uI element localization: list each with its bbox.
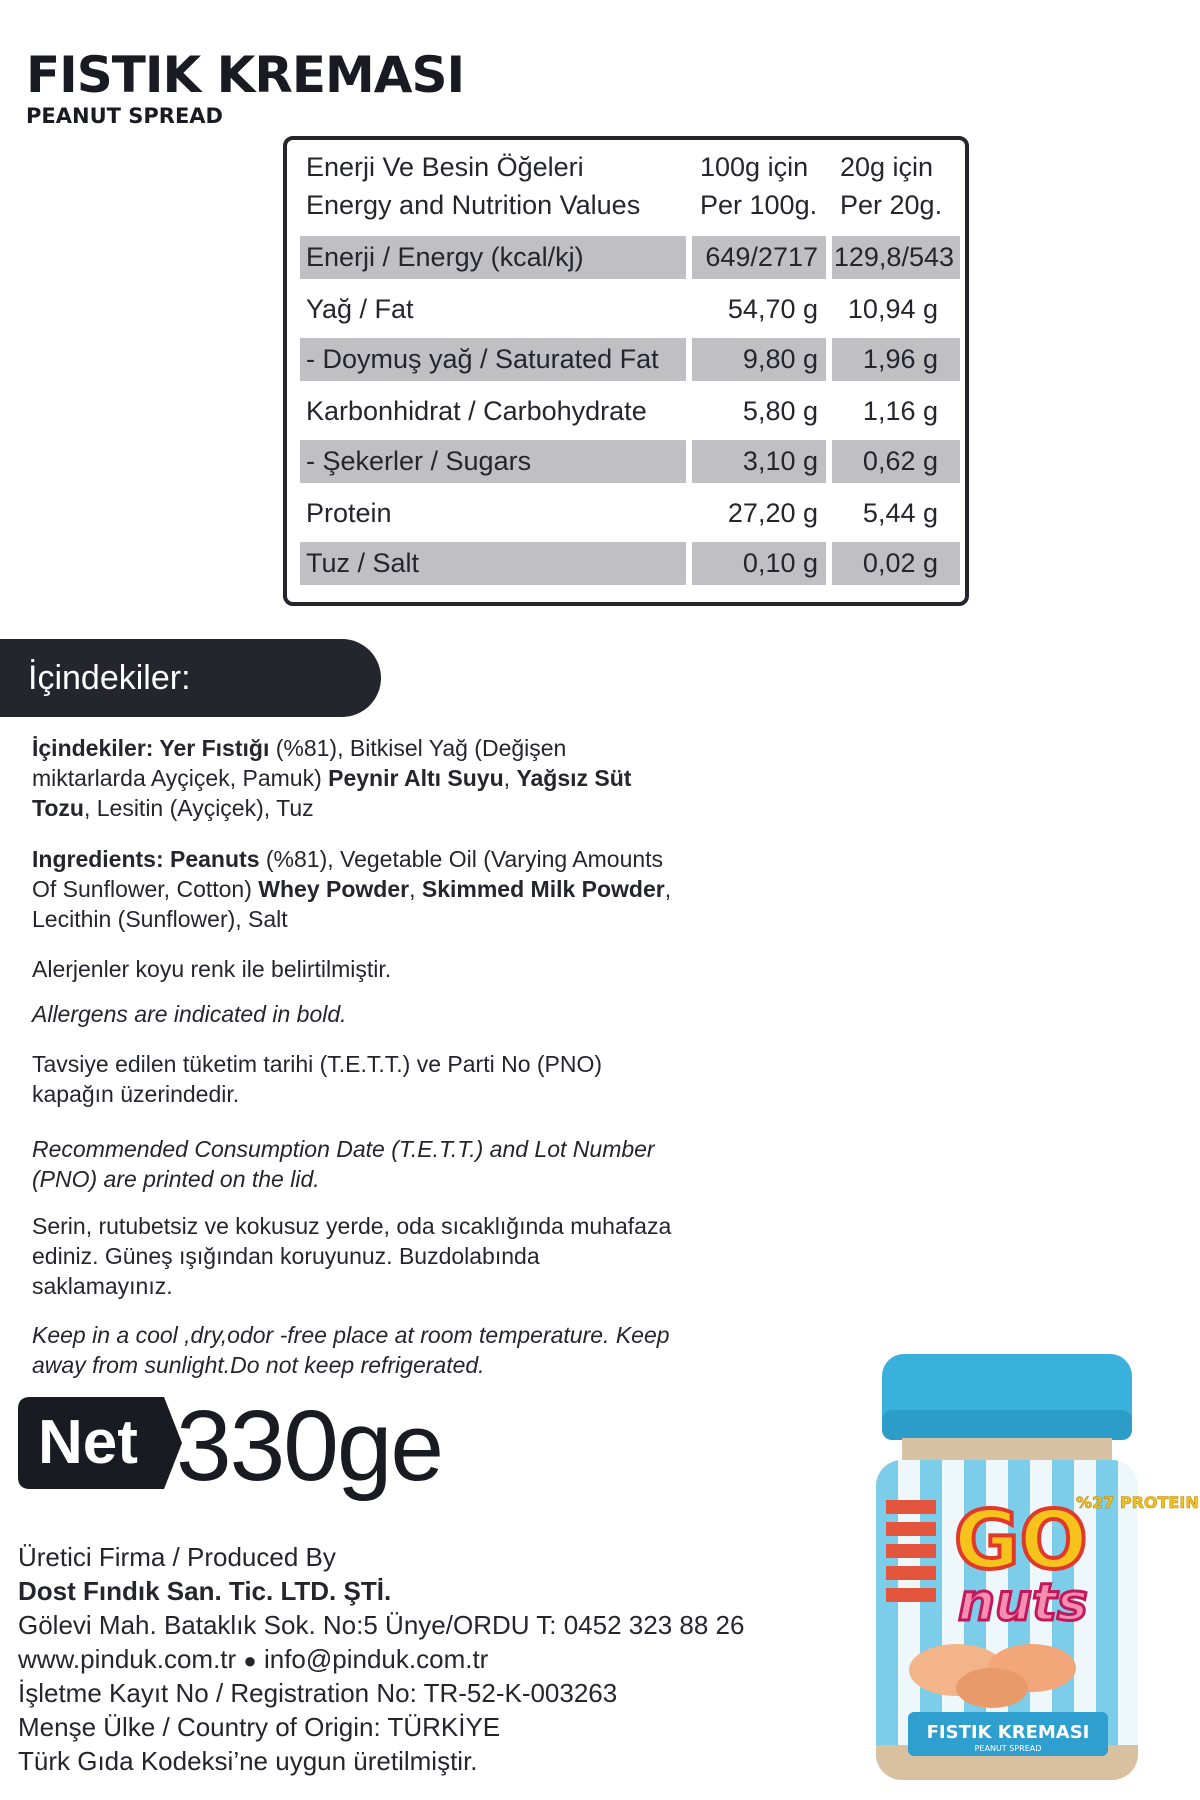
bullet-icon: ● (243, 1648, 257, 1673)
nutrition-row-energy (300, 236, 960, 279)
nutrition-row-protein (300, 492, 960, 535)
producer-contact (18, 1642, 758, 1678)
producer-address: Gölevi Mah. Bataklık Sok. No:5 Ünye/ORDU T: 0452 323 88 26 (18, 1610, 745, 1640)
date-note-en: Recommended Consumption Date (T.E.T.T.) and Lot Number (PNO) are printed on the lid. (32, 1136, 655, 1192)
ingredients-en-text-1: (%81), Vegetable Oil (Varying Amounts Of Sunflower, Cotton) (32, 846, 664, 902)
codex-compliance: Türk Gıda Kodeksi’ne uygun üretilmiştir. (18, 1746, 478, 1776)
value-per-100g: 54,70 g (727, 294, 818, 324)
col-20g-en: Per 20g. (840, 190, 943, 220)
value-per-20g: 1,16 g (862, 396, 938, 426)
ingredients-tr-text-1: (%81), Bitkisel Yağ (Değişen miktarlarda Ayçiçek, Pamuk) (32, 735, 567, 791)
storage-note-tr: Serin, rutubetsiz ve kokusuz yerde, oda sıcaklığında muhafaza ediniz. Güneş ışığından koruyunuz. Buzdolabında saklamayınız. (32, 1213, 672, 1299)
value-per-20g: 0,62 g (832, 440, 960, 483)
ingredients-en-bold-2: Whey Powder (258, 876, 410, 902)
product-jar-image (862, 1350, 1199, 1790)
nutrition-row-carbohydrate (300, 390, 960, 433)
jar-product-name: FISTIK KREMASI (926, 1722, 1090, 1743)
nutrition-row-sugars (300, 440, 960, 483)
ingredients-tr-bold-3: Yağsız Süt Tozu (32, 765, 632, 821)
nutrition-table (283, 136, 969, 606)
col-100g-en: Per 100g. (700, 190, 818, 220)
ingredients-en (32, 844, 672, 934)
col-20g-tr: 20g için (840, 152, 934, 182)
net-label: Net (38, 1408, 138, 1477)
nutrient-label: Tuz / Salt (300, 542, 686, 585)
net-weight-value (176, 1391, 442, 1503)
nutrient-label: Enerji / Energy (kcal/kj) (300, 236, 686, 279)
e-mark: e (390, 1394, 442, 1501)
nutrition-row-saturated-fat (300, 338, 960, 381)
ingredients-en-text-2: , (409, 876, 422, 902)
country-of-origin: Menşe Ülke / Country of Origin: TÜRKİYE (18, 1712, 501, 1742)
ingredients-tr-text-2: , (503, 765, 517, 791)
ingredients-banner: İçindekiler: (0, 639, 381, 717)
value-per-100g: 5,80 g (742, 396, 818, 426)
nutrient-label: Karbonhidrat / Carbohydrate (306, 396, 647, 426)
nutrition-row-fat (300, 288, 960, 331)
net-weight-block (16, 1390, 486, 1505)
website-link[interactable]: www.pinduk.com.tr (18, 1644, 237, 1674)
registration-number: İşletme Kayıt No / Registration No: TR-52-K-003263 (18, 1678, 618, 1708)
email-link[interactable]: info@pinduk.com.tr (263, 1644, 489, 1674)
value-per-20g: 0,02 g (832, 542, 960, 585)
storage-note-en: Keep in a cool ,dry,odor -free place at room temperature. Keep away from sunlight.Do not keep refrigerated. (32, 1322, 670, 1378)
value-per-20g: 1,96 g (832, 338, 960, 381)
protein-badge: %27 PROTEIN (1076, 1493, 1199, 1512)
brand-nuts-logo: nuts (958, 1573, 1088, 1633)
nutrition-row-salt (300, 542, 960, 585)
ingredients-en-text-3: , Lecithin (Sunflower), Salt (32, 876, 672, 932)
nutrient-label: - Şekerler / Sugars (300, 440, 686, 483)
value-per-20g: 5,44 g (862, 498, 938, 528)
value-per-100g: 649/2717 (692, 236, 826, 279)
allergen-note-tr: Alerjenler koyu renk ile belirtilmiştir. (32, 956, 392, 982)
value-per-100g: 0,10 g (692, 542, 826, 585)
nutrient-label: - Doymuş yağ / Saturated Fat (300, 338, 686, 381)
ingredients-tr-bold-2: Peynir Altı Suyu (328, 765, 504, 791)
value-per-100g: 27,20 g (727, 498, 818, 528)
net-weight-number: 330g (176, 1390, 391, 1502)
ingredients-tr-bold-1: İçindekiler: Yer Fıstığı (32, 735, 270, 761)
ingredients-en-bold-3: Skimmed Milk Powder (421, 876, 665, 902)
ingredients-tr (32, 733, 672, 823)
producer-label: Üretici Firma / Produced By (18, 1542, 336, 1572)
ingredients-en-bold-1: Ingredients: Peanuts (32, 846, 260, 872)
col-100g-tr: 100g için (700, 152, 809, 182)
nutrition-header-tr: Enerji Ve Besin Öğeleri (306, 152, 584, 182)
date-note-tr: Tavsiye edilen tüketim tarihi (T.E.T.T.) ve Parti No (PNO) kapağın üzerindedir. (32, 1051, 603, 1107)
value-per-100g: 9,80 g (692, 338, 826, 381)
value-per-20g: 10,94 g (847, 294, 938, 324)
brand-go-logo: GO (954, 1494, 1088, 1587)
nutrient-label: Protein (306, 498, 392, 528)
value-per-100g: 3,10 g (692, 440, 826, 483)
nutrition-header-en: Energy and Nutrition Values (306, 190, 641, 220)
product-subtitle: PEANUT SPREAD (26, 104, 223, 128)
jar-product-sub: PEANUT SPREAD (974, 1744, 1042, 1753)
producer-company: Dost Fındık San. Tic. LTD. ŞTİ. (18, 1576, 392, 1606)
product-title: FISTIK KREMASI (26, 46, 465, 104)
nutrient-label: Yağ / Fat (306, 294, 414, 324)
ingredients-tr-text-3: , Lesitin (Ayçiçek), Tuz (83, 795, 314, 821)
value-per-20g: 129,8/543 (832, 236, 960, 279)
allergen-note-en: Allergens are indicated in bold. (32, 1001, 347, 1027)
